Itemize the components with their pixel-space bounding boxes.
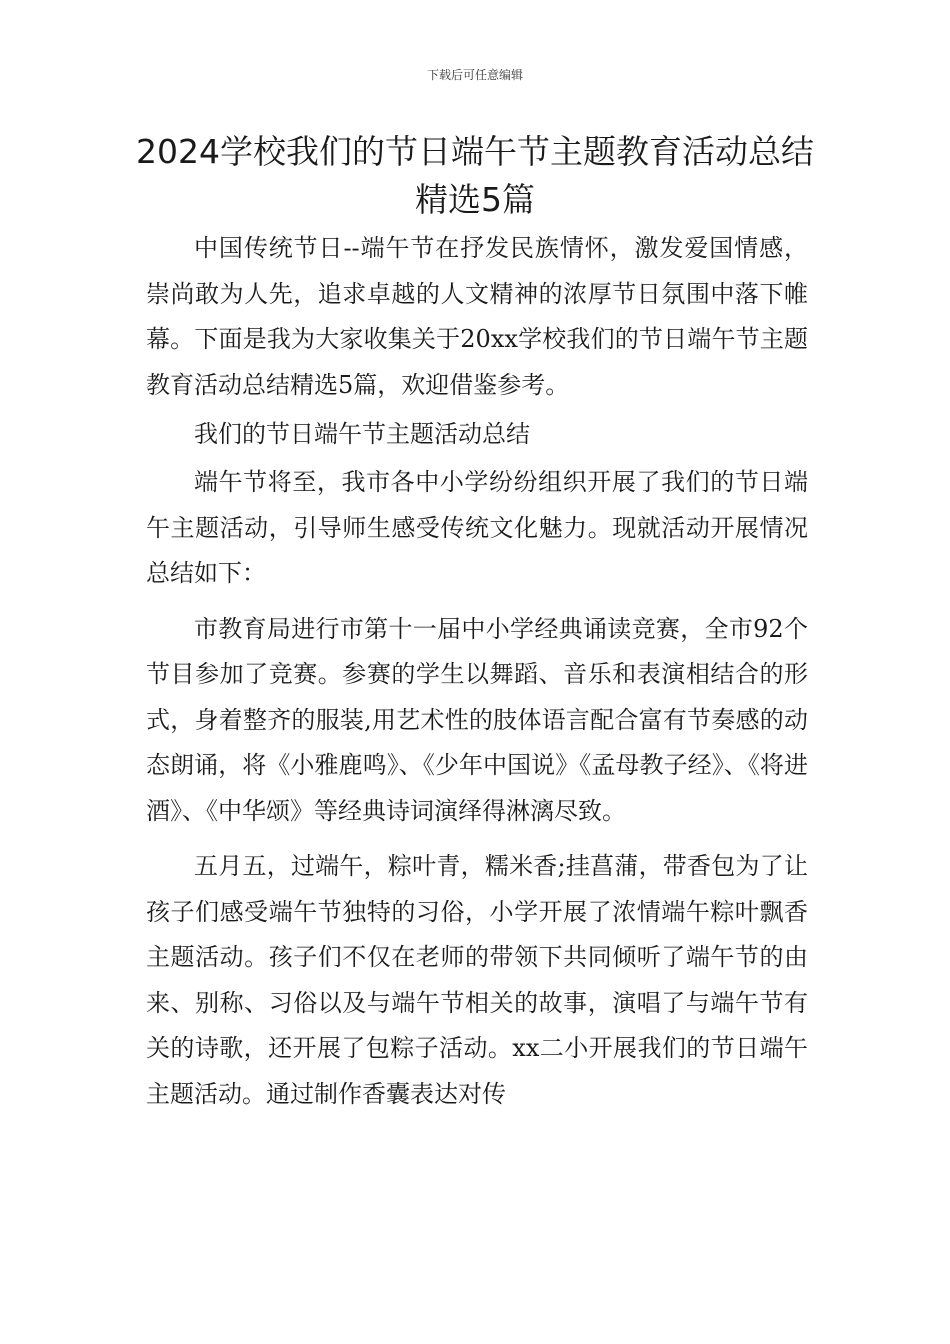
- body-paragraph: 五月五，过端午，粽叶青，糯米香;挂菖蒲，带香包为了让孩子们感受端午节独特的习俗，小学开展了浓情端午粽叶飘香主题活动。孩子们不仅在老师的带领下共同倾听了端午节的由来、别称、习俗以及与端午节相关的故事，演唱了与端午节有关的诗歌，还开展了包粽子活动。xx二小开展我们的节日端午主题活动。通过制作香囊表达对传: [146, 852, 808, 1108]
- body-paragraph: 端午节将至，我市各中小学纷纷组织开展了我们的节日端午主题活动，引导师生感受传统文化魅力。现就活动开展情况总结如下：: [146, 468, 808, 587]
- page-header-note: 下载后可任意编辑: [426, 68, 523, 82]
- intro-paragraph: 中国传统节日--端午节在抒发民族情怀，激发爱国情感，崇尚敢为人先，追求卓越的人文精神的浓厚节日氛围中落下帷幕。下面是我为大家收集关于20xx学校我们的节日端午节主题教育活动总结精选5篇，欢迎借鉴参考。: [146, 234, 808, 399]
- document-title: 2024学校我们的节日端午节主题教育活动总结精选5篇: [136, 132, 814, 219]
- section-heading: 我们的节日端午节主题活动总结: [194, 420, 530, 448]
- body-paragraph: 市教育局进行市第十一届中小学经典诵读竞赛，全市92个节目参加了竞赛。参赛的学生以舞蹈、音乐和表演相结合的形式，身着整齐的服装,用艺术性的肢体语言配合富有节奏感的动态朗诵，将《小雅鹿鸣》、《少年中国说》《孟母教子经》、《将进酒》、《中华颂》等经典诗词演绎得淋漓尽致。: [146, 614, 808, 825]
- document-body: [146, 226, 808, 1117]
